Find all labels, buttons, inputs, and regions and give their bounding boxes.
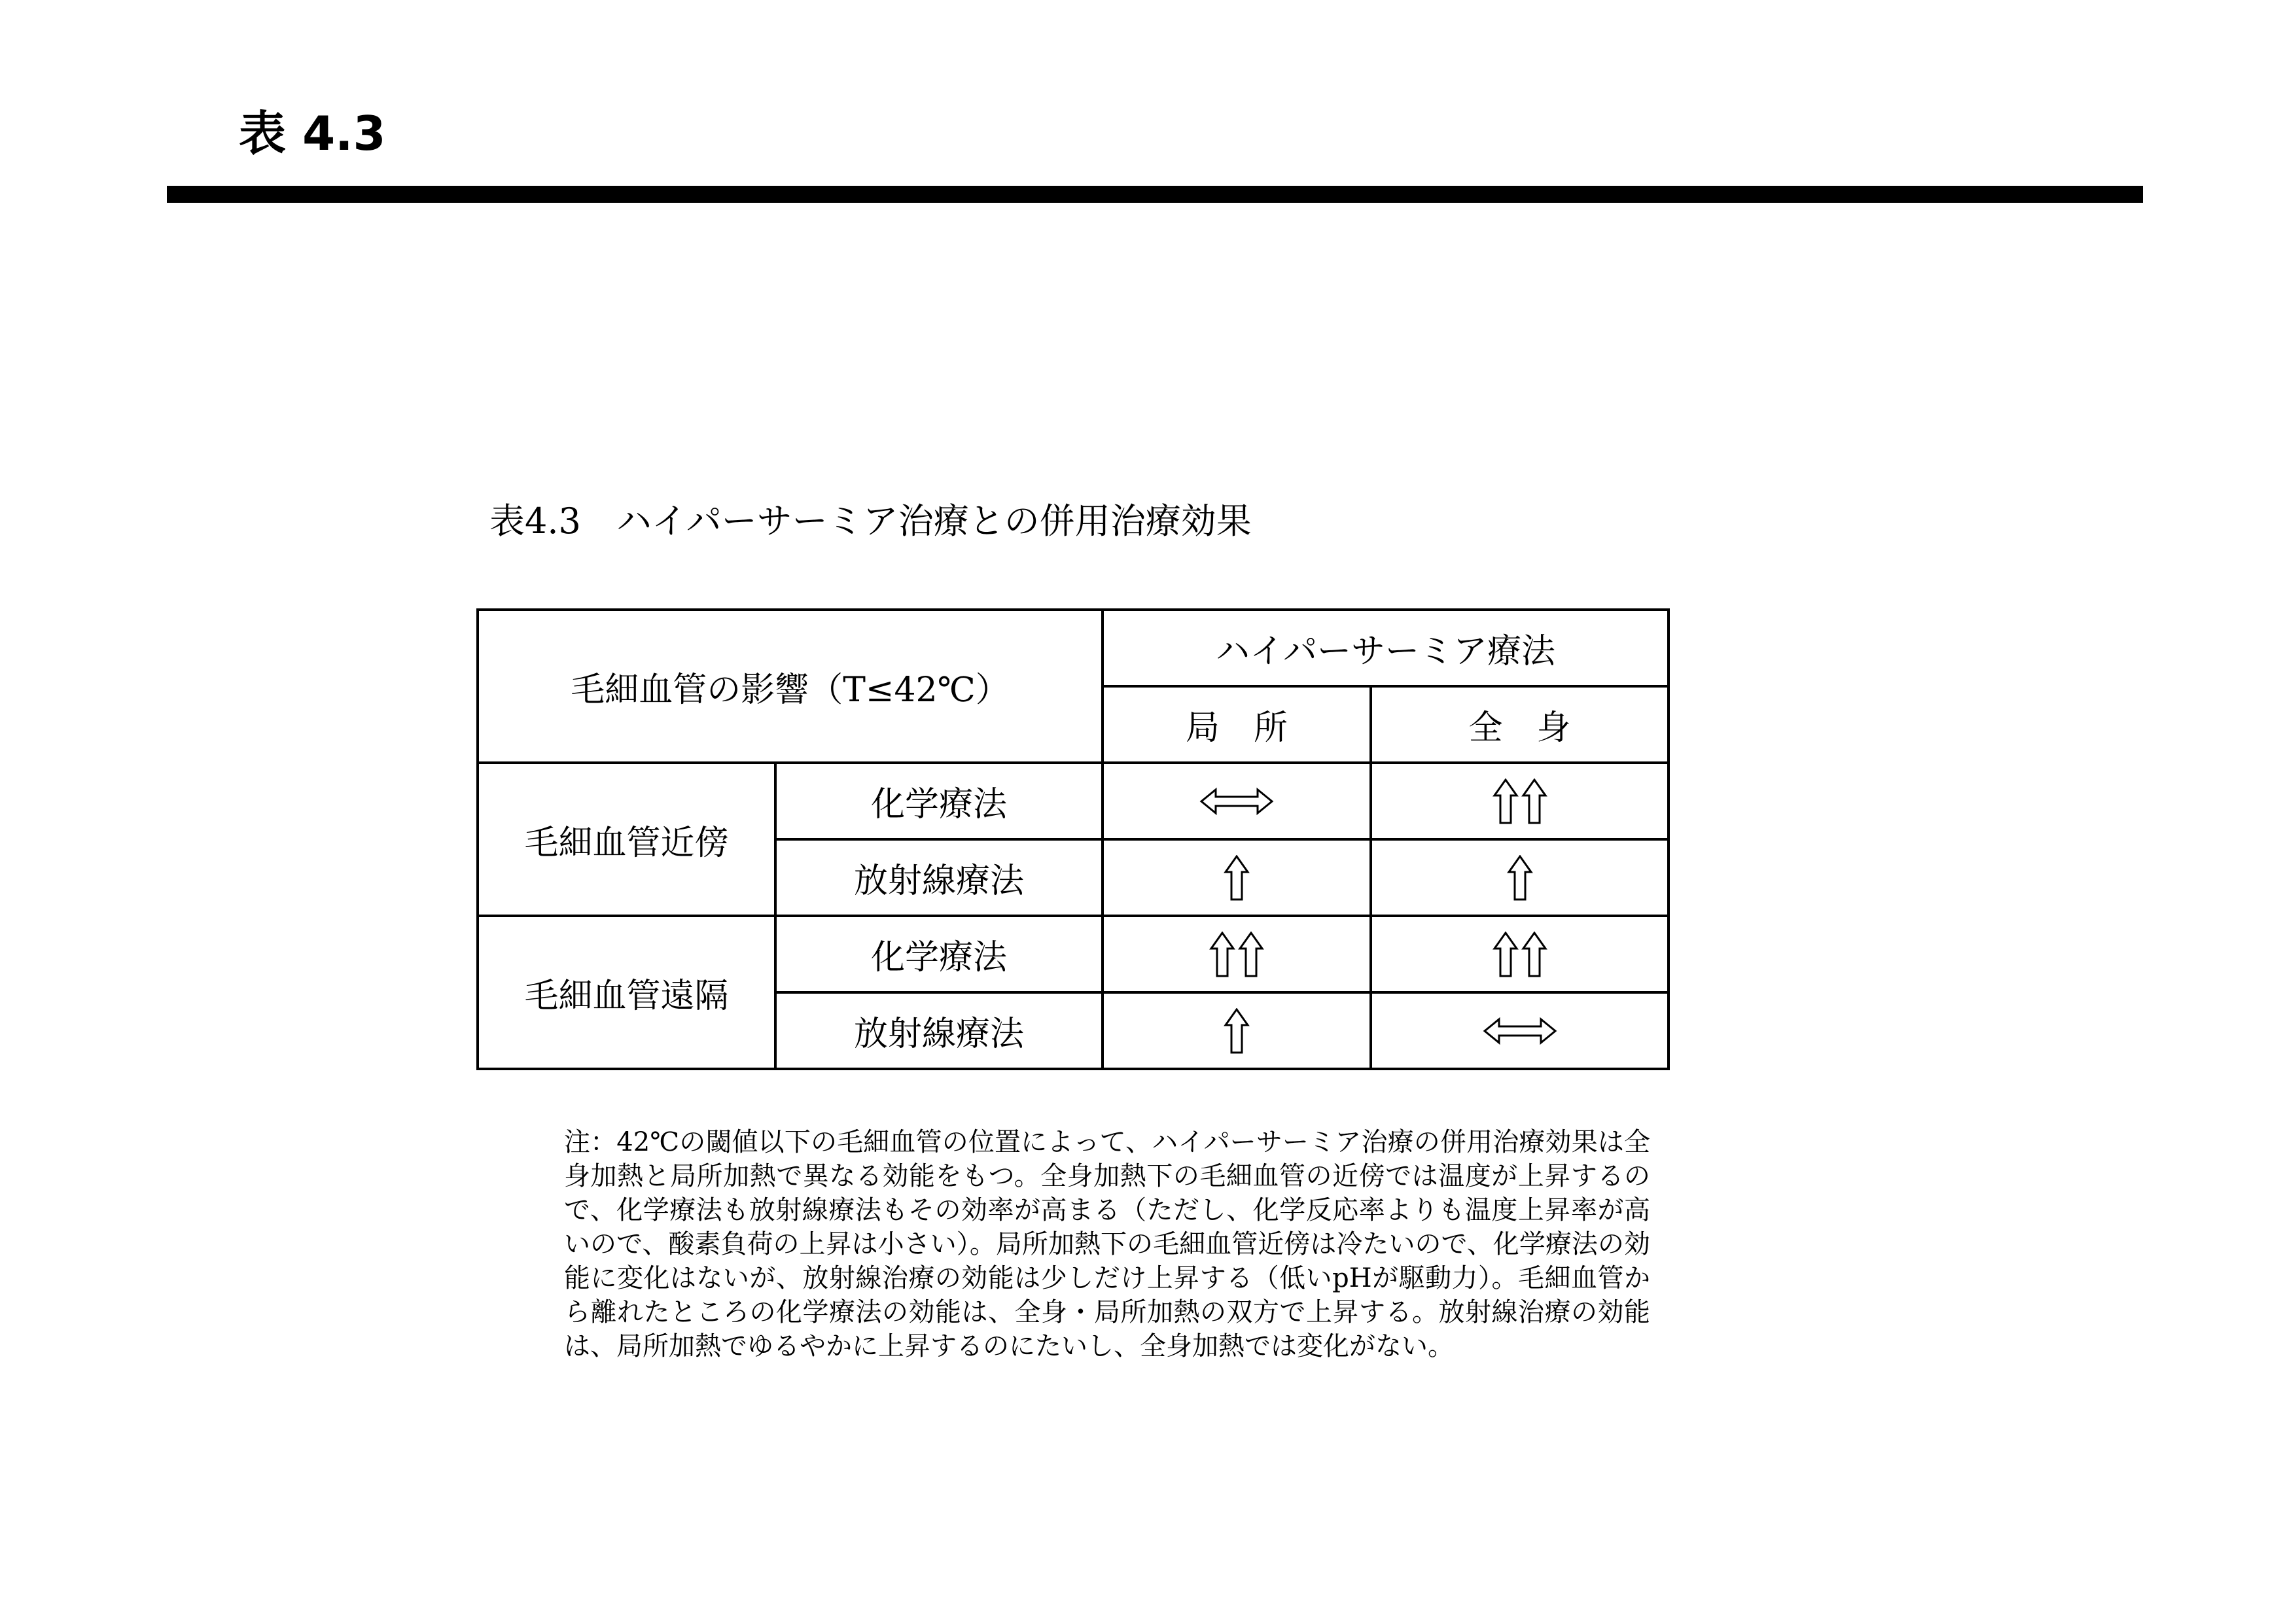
double-up-arrow-icon	[1492, 778, 1547, 824]
effect-cell-local	[1103, 992, 1371, 1069]
effect-cell-whole	[1371, 992, 1669, 1069]
therapy-header: ハイパーサーミア療法	[1103, 610, 1669, 686]
row-label: 化学療法	[775, 763, 1103, 839]
double-up-arrow-icon	[1492, 932, 1547, 977]
heading-rule	[167, 186, 2143, 203]
effect-cell-whole	[1371, 916, 1669, 992]
row-label: 放射線療法	[775, 839, 1103, 916]
effect-cell-local	[1103, 763, 1371, 839]
effect-cell-whole	[1371, 763, 1669, 839]
effect-cell-local	[1103, 916, 1371, 992]
effects-table	[476, 608, 1670, 1070]
row-label: 化学療法	[775, 916, 1103, 992]
horizontal-double-arrow-icon	[1482, 1017, 1558, 1045]
up-arrow-icon	[1224, 1008, 1250, 1054]
horizontal-double-arrow-icon	[1199, 787, 1275, 816]
col-header-whole: 全 身	[1371, 686, 1669, 763]
row-label: 放射線療法	[775, 992, 1103, 1069]
table-caption: 表4.3 ハイパーサーミア治療との併用治療効果	[489, 500, 1252, 542]
double-up-arrow-icon	[1209, 932, 1264, 977]
up-arrow-icon	[1224, 855, 1250, 901]
group-label-near: 毛細血管近傍	[478, 763, 775, 916]
table-row	[478, 916, 1669, 992]
corner-header: 毛細血管の影響（T≤42℃）	[478, 610, 1103, 763]
table-note: 注：42℃の閾値以下の毛細血管の位置によって、ハイパーサーミア治療の併用治療効果は全身加熱と局所加熱で異なる効能をもつ。全身加熱下の毛細血管の近傍では温度が上昇するので、化学療法も放射線療法もその効率が高まる（ただし、化学反応率よりも温度上昇率が高いので、酸素負荷の上昇は小さい）。局所加熱下の毛細血管近傍は冷たいので、化学療法の効能に変化はないが、放射線治療の効能は少しだけ上昇する（低いpHが駆動力）。毛細血管から離れたところの化学療法の効能は、全身・局所加熱の双方で上昇する。放射線治療の効能は、局所加熱でゆるやかに上昇するのにたいし、全身加熱では変化がない。	[564, 1127, 1650, 1361]
effect-cell-whole	[1371, 839, 1669, 916]
page-heading: 表 4.3	[239, 106, 386, 161]
group-label-far: 毛細血管遠隔	[478, 916, 775, 1069]
table-row	[478, 763, 1669, 839]
col-header-local: 局 所	[1103, 686, 1371, 763]
up-arrow-icon	[1507, 855, 1533, 901]
effect-cell-local	[1103, 839, 1371, 916]
